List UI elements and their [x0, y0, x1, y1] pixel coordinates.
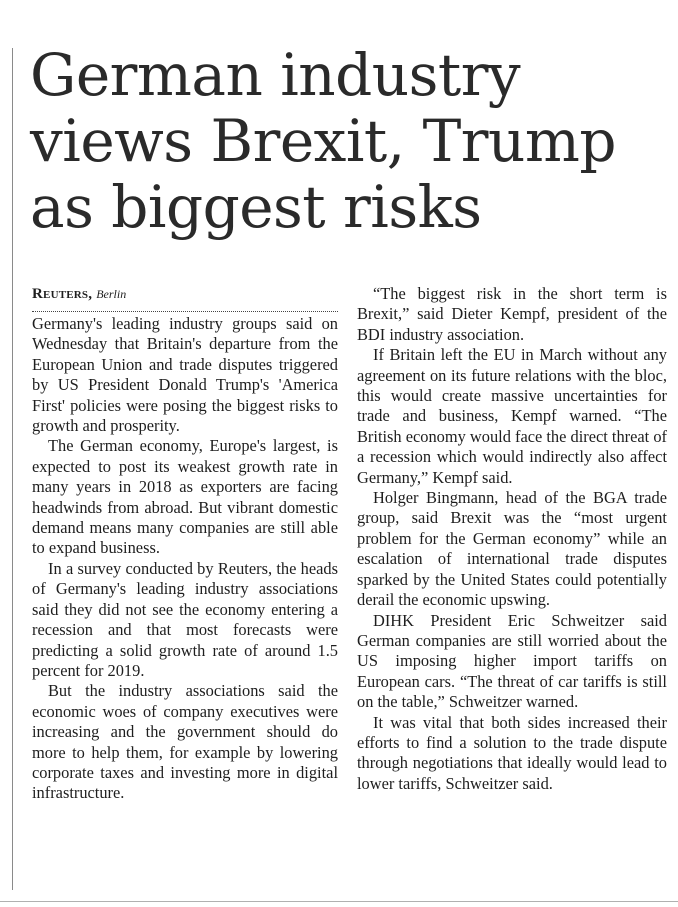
paragraph: Holger Bingmann, head of the BGA trade group, said Brexit was the “most urgent problem for the German economy” while an escalation of international trade disputes sparked by the United States could potentially derail the economic upswing.	[357, 488, 667, 610]
headline	[30, 42, 670, 240]
byline-location: Berlin	[96, 287, 127, 301]
paragraph: But the industry associations said the economic woes of company executives were increasing and the government should do more to help them, for example by lowering corporate taxes and investing more in digital infrastructure.	[32, 681, 338, 803]
byline	[32, 284, 338, 304]
paragraph: It was vital that both sides increased their efforts to find a solution to the trade dispute through negotiations that ideally would lead to lower tariffs, Schweitzer said.	[357, 712, 667, 793]
paragraph: “The biggest risk in the short term is Brexit,” said Dieter Kempf, president of the BDI industry association.	[357, 284, 667, 344]
bottom-rule	[0, 901, 678, 902]
paragraph: If Britain left the EU in March without any agreement on its future relations with the bloc, this would create massive uncertainties for trade and business, Kempf warned. “The British economy would face the direct threat of a recession which would indirectly also affect Germany,” Kempf said.	[357, 345, 667, 487]
headline-line: views Brexit, Trump	[30, 107, 616, 175]
paragraph: DIHK President Eric Schweitzer said German companies are still worried about the US imposing higher import tariffs on European cars. “The threat of car tariffs is still on the table,” Schweitzer warned.	[357, 610, 667, 712]
paragraph: The German economy, Europe's largest, is expected to post its weakest growth rate in many years in 2018 as exporters are facing headwinds from abroad. But vibrant domestic demand means many companies are still able to expand business.	[32, 436, 338, 558]
headline-line: German industry	[30, 41, 521, 109]
article-column-right	[357, 284, 667, 794]
paragraph: Germany's leading industry groups said on Wednesday that Britain's departure from the European Union and trade disputes triggered by US President Donald Trump's 'America First' policies were posing the biggest risks to growth and prosperity.	[32, 314, 338, 436]
article-column-left	[32, 284, 338, 804]
byline-agency: Reuters,	[32, 286, 93, 302]
column-left-rule	[12, 48, 13, 890]
paragraph: In a survey conducted by Reuters, the heads of Germany's leading industry associations said they did not see the economy entering a recession and that most forecasts were predicting a solid growth rate of around 1.5 percent for 2019.	[32, 558, 338, 680]
headline-line: as biggest risks	[30, 173, 482, 241]
dotted-divider	[32, 311, 338, 312]
